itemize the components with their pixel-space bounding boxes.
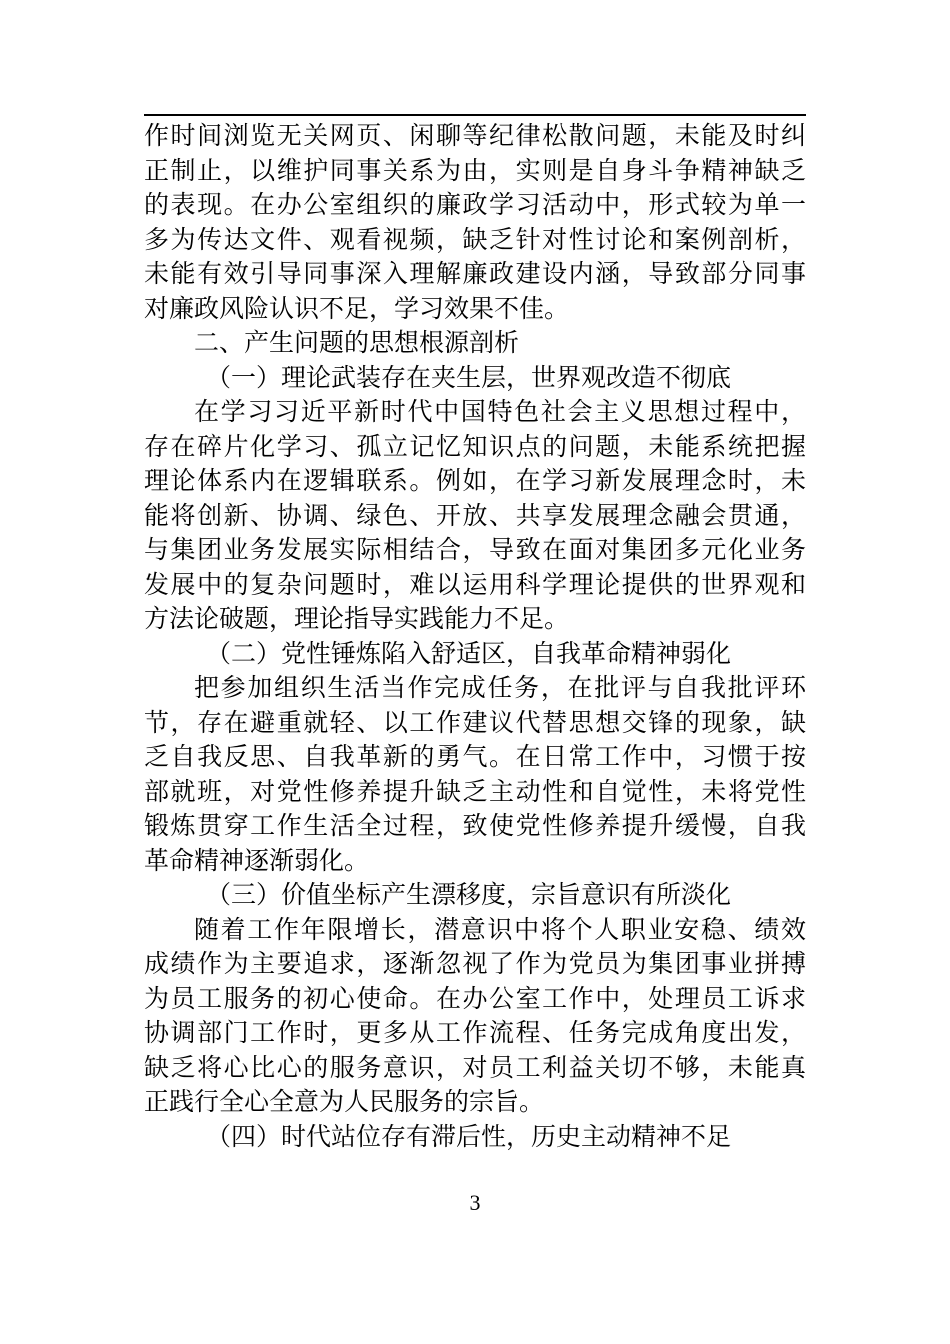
body-line: 为员工服务的初心使命。在办公室工作中，处理员工诉求 [144,983,806,1013]
body-line: 随着工作年限增长，潜意识中将个人职业安稳、绩效 [194,914,806,944]
header-rule [144,114,806,116]
body-line: 存在碎片化学习、孤立记忆知识点的问题，未能系统把握 [144,431,806,461]
body-line: 正制止，以维护同事关系为由，实则是自身斗争精神缺乏 [144,155,806,185]
body-line: 节，存在避重就轻、以工作建议代替思想交锋的现象，缺 [144,707,806,737]
section-heading: 二、产生问题的思想根源剖析 [194,328,520,357]
body-line: 乏自我反思、自我革新的勇气。在日常工作中，习惯于按 [144,742,806,771]
document-body [144,119,806,1154]
body-line: 革命精神逐渐弱化。 [144,845,370,875]
subsection-heading: （二）党性锤炼陷入舒适区，自我革命精神弱化 [206,638,732,668]
body-line: 对廉政风险认识不足，学习效果不佳。 [144,293,570,323]
body-line: 多为传达文件、观看视频，缺乏针对性讨论和案例剖析， [144,224,806,254]
body-line: 理论体系内在逻辑联系。例如，在学习新发展理念时，未 [144,466,806,495]
body-line: 协调部门工作时，更多从工作流程、任务完成角度出发， [144,1018,806,1047]
body-line: 方法论破题，理论指导实践能力不足。 [144,604,570,633]
body-line: 发展中的复杂问题时，难以运用科学理论提供的世界观和 [144,569,806,599]
body-line: 未能有效引导同事深入理解廉政建设内涵，导致部分同事 [144,259,806,288]
page-number: 3 [469,1190,481,1215]
body-line: 缺乏将心比心的服务意识，对员工利益关切不够，未能真 [144,1052,806,1082]
body-line: 正践行全心全意为人民服务的宗旨。 [144,1087,545,1116]
body-line: 部就班，对党性修养提升缺乏主动性和自觉性，未将党性 [144,776,806,806]
body-line: 在学习习近平新时代中国特色社会主义思想过程中， [194,397,806,426]
body-line: 成绩作为主要追求，逐渐忽视了作为党员为集团事业拼搏 [144,949,806,978]
body-line: 作时间浏览无关网页、闲聊等纪律松散问题，未能及时纠 [144,121,806,150]
body-line: 能将创新、协调、绿色、开放、共享发展理念融会贯通， [144,500,806,530]
subsection-heading: （三）价值坐标产生漂移度，宗旨意识有所淡化 [206,880,732,909]
subsection-heading: （四）时代站位存有滞后性，历史主动精神不足 [206,1121,732,1151]
body-line: 与集团业务发展实际相结合，导致在面对集团多元化业务 [144,535,806,564]
subsection-heading: （一）理论武装存在夹生层，世界观改造不彻底 [206,362,732,392]
body-line: 的表现。在办公室组织的廉政学习活动中，形式较为单一 [144,190,806,219]
body-line: 把参加组织生活当作完成任务，在批评与自我批评环 [194,673,806,702]
body-line: 锻炼贯穿工作生活全过程，致使党性修养提升缓慢，自我 [144,811,806,840]
